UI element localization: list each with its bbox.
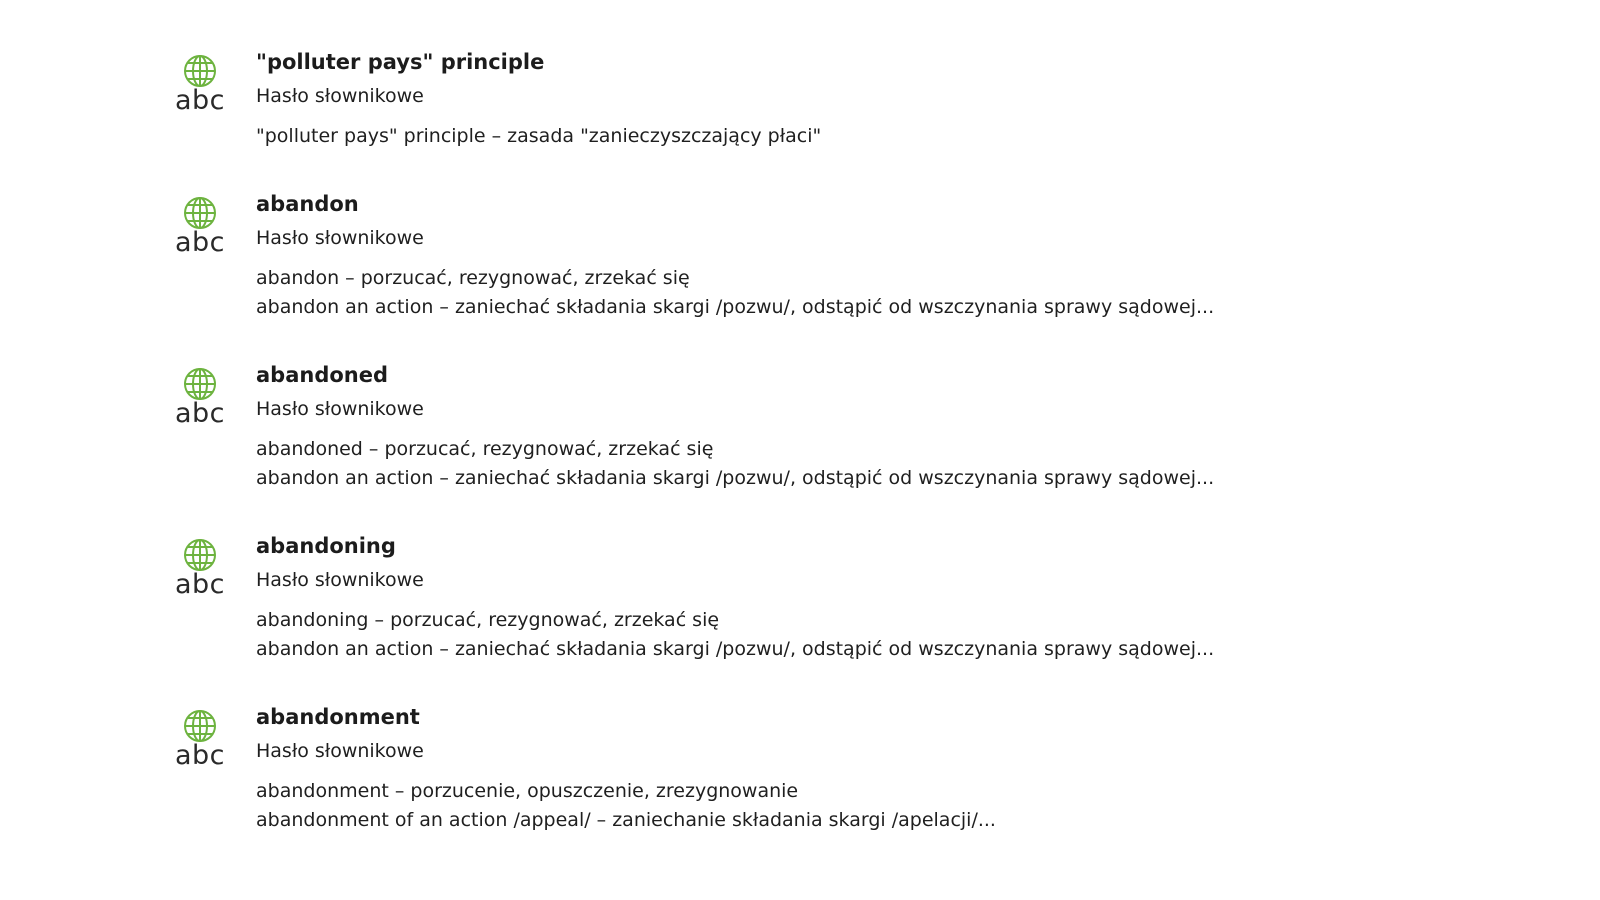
globe-icon bbox=[183, 54, 217, 88]
result-snippet: abandon an action – zaniechać składania skargi /pozwu/, odstąpić od wszczynania sprawy sądowej... bbox=[256, 638, 1215, 660]
result-item[interactable] bbox=[174, 701, 1554, 851]
result-snippet: abandonment of an action /appeal/ – zaniechanie składania skargi /apelacji/... bbox=[256, 809, 996, 831]
globe-icon bbox=[183, 709, 217, 743]
result-snippet: abandoned – porzucać, rezygnować, zrzekać się bbox=[256, 438, 714, 460]
result-title[interactable]: "polluter pays" principle bbox=[256, 50, 545, 74]
dictionary-globe-abc-icon bbox=[174, 54, 226, 114]
result-snippets bbox=[256, 606, 1554, 664]
result-snippet: abandon an action – zaniechać składania skargi /pozwu/, odstąpić od wszczynania sprawy sądowej... bbox=[256, 296, 1215, 318]
result-item[interactable] bbox=[174, 530, 1554, 701]
result-item[interactable] bbox=[174, 188, 1554, 359]
result-title[interactable]: abandoning bbox=[256, 534, 396, 558]
result-snippets bbox=[256, 122, 1554, 151]
result-snippet: abandon an action – zaniechać składania skargi /pozwu/, odstąpić od wszczynania sprawy sądowej... bbox=[256, 467, 1215, 489]
globe-icon bbox=[183, 538, 217, 572]
dictionary-globe-abc-icon bbox=[174, 709, 226, 769]
result-snippets bbox=[256, 777, 1554, 835]
result-item[interactable] bbox=[174, 359, 1554, 530]
result-snippets bbox=[256, 435, 1554, 493]
dictionary-globe-abc-icon bbox=[174, 538, 226, 598]
result-snippet: abandonment – porzucenie, opuszczenie, zrezygnowanie bbox=[256, 780, 799, 802]
result-snippet: abandoning – porzucać, rezygnować, zrzekać się bbox=[256, 609, 720, 631]
result-snippet: "polluter pays" principle – zasada "zanieczyszczający płaci" bbox=[256, 125, 822, 147]
abc-label: abc bbox=[174, 398, 226, 429]
globe-icon bbox=[183, 367, 217, 401]
abc-label: abc bbox=[174, 740, 226, 771]
result-type: Hasło słownikowe bbox=[256, 569, 424, 591]
abc-label: abc bbox=[174, 85, 226, 116]
result-title[interactable]: abandonment bbox=[256, 705, 420, 729]
result-title[interactable]: abandon bbox=[256, 192, 359, 216]
result-type: Hasło słownikowe bbox=[256, 85, 424, 107]
search-results-list bbox=[174, 46, 1554, 851]
globe-icon bbox=[183, 196, 217, 230]
result-type: Hasło słownikowe bbox=[256, 227, 424, 249]
result-snippets bbox=[256, 264, 1554, 322]
dictionary-globe-abc-icon bbox=[174, 367, 226, 427]
result-type: Hasło słownikowe bbox=[256, 398, 424, 420]
abc-label: abc bbox=[174, 569, 226, 600]
result-snippet: abandon – porzucać, rezygnować, zrzekać się bbox=[256, 267, 690, 289]
result-item[interactable] bbox=[174, 46, 1554, 188]
abc-label: abc bbox=[174, 227, 226, 258]
dictionary-globe-abc-icon bbox=[174, 196, 226, 256]
result-title[interactable]: abandoned bbox=[256, 363, 389, 387]
result-type: Hasło słownikowe bbox=[256, 740, 424, 762]
